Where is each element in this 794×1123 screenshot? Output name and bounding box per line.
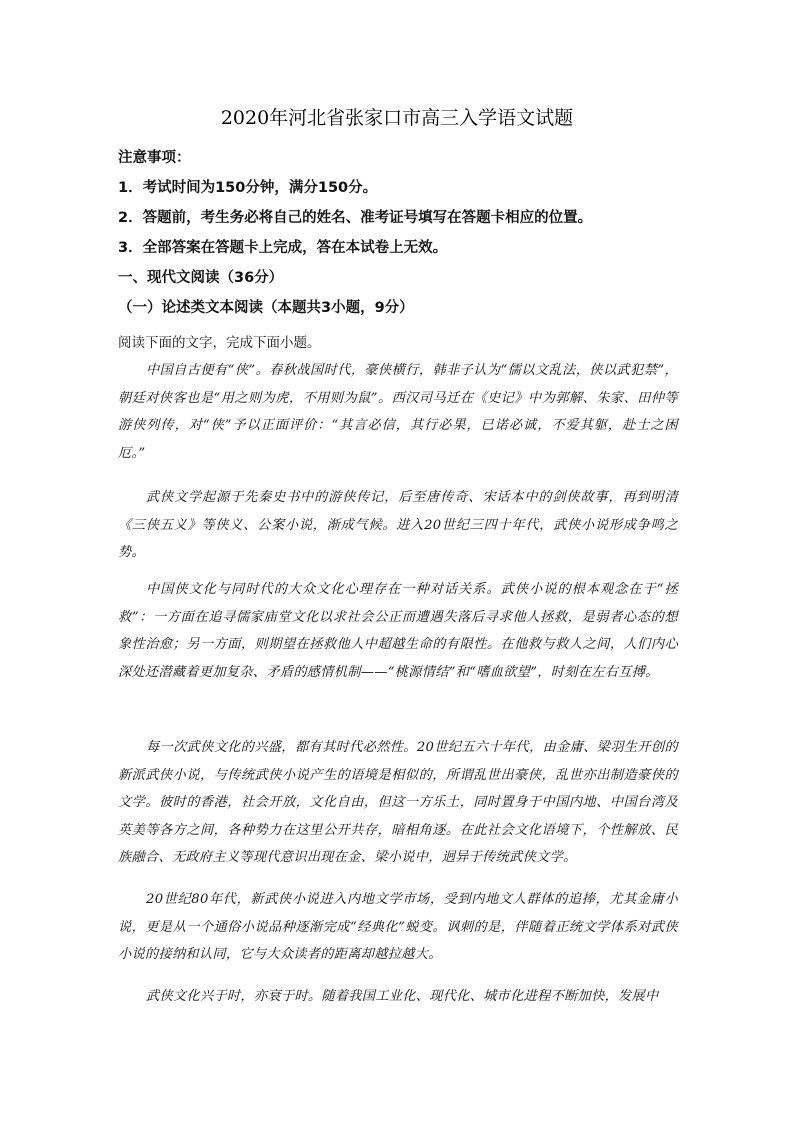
- reading-instruction: 阅读下面的文字，完成下面小题。: [118, 335, 321, 351]
- passage-paragraph: 中国侠文化与同时代的大众文化心理存在一种对话关系。武侠小说的根本观念在于“拯救”：一方面在追寻儒家庙堂文化以求社会公正而遭遇失落后寻求他人拯救，是弱者心态的想象性治愈；另一方面，则期望在拯救他人中超越生命的有限性。在他救与救人之间，人们内心深处还潜藏着更加复杂、矛盾的感情机制——“桃源情结”和“嗜血欲望”，时刻在左右互搏。: [118, 582, 678, 680]
- section-heading: 一、现代文阅读（36分）: [118, 270, 284, 286]
- notice-item-3: 3．全部答案在答题卡上完成，答在本试卷上无效。: [118, 240, 448, 256]
- passage-paragraph: 每一次武侠文化的兴盛，都有其时代必然性。20世纪五六十年代，由金庸、梁羽生开创的新派武侠小说，与传统武侠小说产生的语境是相似的，所谓乱世出豪侠，乱世亦出制造豪侠的文学。彼时的香港，社会开放，文化自由，但这一方乐土，同时置身于中国内地、中国台湾及英美等各方之间，各种势力在这里公开共存，暗相角逐。在此社会文化语境下，个性解放、民族融合、无政府主义等现代意识出现在金、梁小说中，迥异于传统武侠文学。: [118, 740, 678, 865]
- passage-paragraph: 中国自古便有“侠”。春秋战国时代，豪侠横行，韩非子认为“儒以文乱法，侠以武犯禁”，朝廷对侠客也是“用之则为虎，不用则为鼠”。西汉司马迁在《史记》中为郭解、朱家、田仲等游侠列传，对“侠”予以正面评价：“其言必信，其行必果，已诺必诚，不爱其躯，赴士之困厄。”: [118, 363, 678, 461]
- page-title: 2020年河北省张家口市高三入学语文试题: [220, 107, 574, 129]
- notice-item-2: 2．答题前，考生务必将自己的姓名、准考证号填写在答题卡相应的位置。: [118, 210, 593, 226]
- passage-paragraph: 20世纪80年代，新武侠小说进入内地文学市场，受到内地文人群体的追捧，尤其金庸小说，更是从一个通俗小说品种逐渐完成“经典化”蜕变。讽刺的是，伴随着正统文学体系对武侠小说的接纳和认同，它与大众读者的距离却越拉越大。: [118, 892, 678, 962]
- notice-item-1: 1．考试时间为150分钟，满分150分。: [118, 180, 378, 196]
- passage-paragraph: 武侠文化兴于时，亦衰于时。随着我国工业化、现代化、城市化进程不断加快，发展中: [146, 989, 659, 1004]
- subsection-heading: （一）论述类文本阅读（本题共3小题，9分）: [118, 300, 414, 316]
- notice-heading: 注意事项：: [118, 150, 191, 166]
- passage-paragraph: 武侠文学起源于先秦史书中的游侠传记，后至唐传奇、宋话本中的剑侠故事，再到明清《三侠五义》等侠义、公案小说，渐成气候。进入20世纪三四十年代，武侠小说形成争鸣之势。: [118, 490, 678, 560]
